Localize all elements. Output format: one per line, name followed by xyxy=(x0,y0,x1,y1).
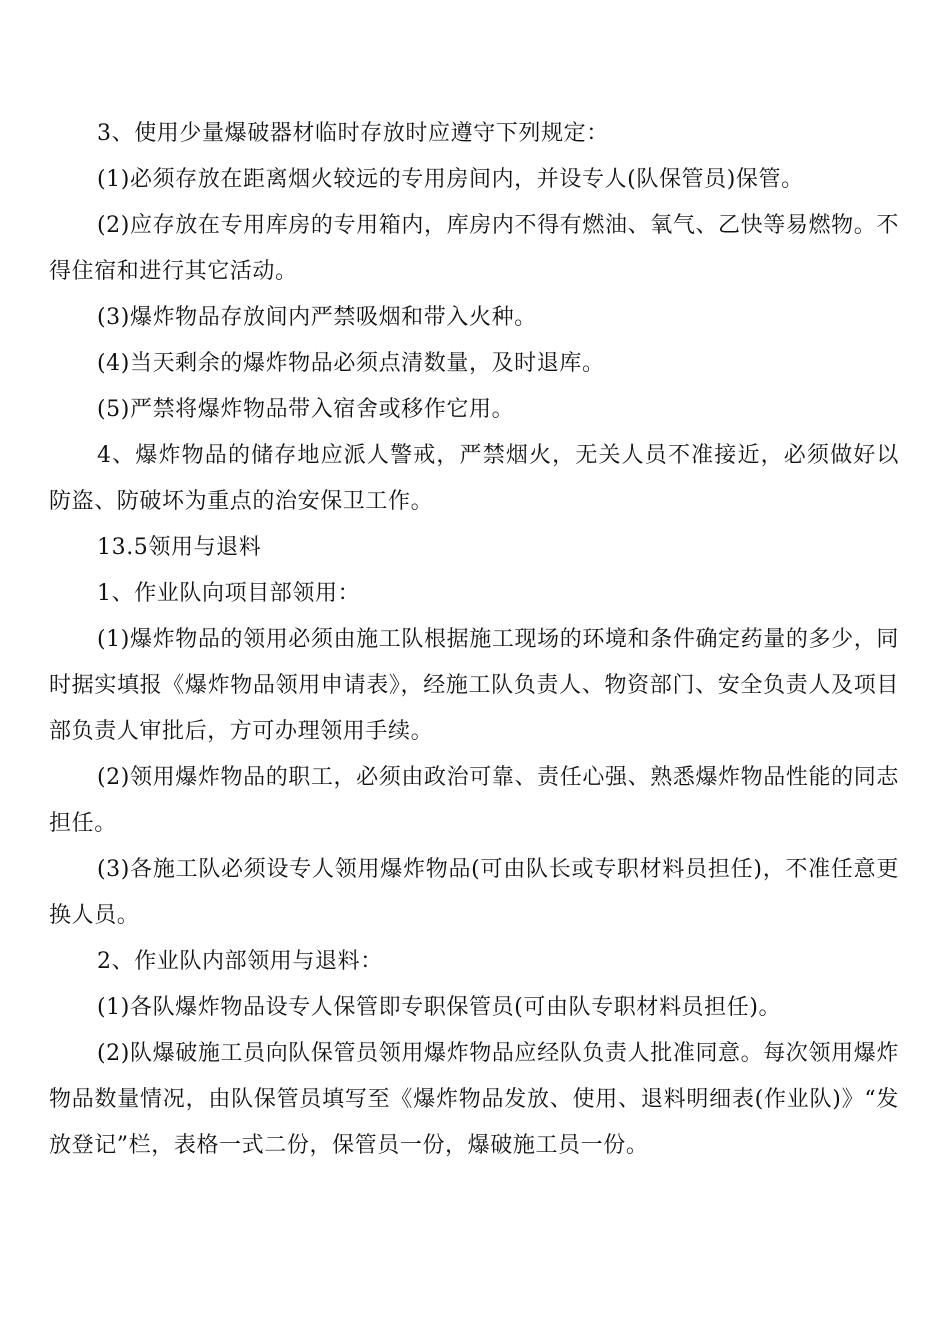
paragraph-internal-requisition-heading: 2、作业队内部领用与退料： xyxy=(97,949,383,974)
paragraph-storage-rule-1: (1)必须存放在距离烟火较远的专用房间内，并设专人(队保管员)保管。 xyxy=(97,167,804,192)
paragraph-team-requisition-3: (3)各施工队必须设专人领用爆炸物品(可由队长或专职材料员担任)，不准任意更换人员。 xyxy=(49,857,899,928)
paragraph-storage-rule-4: (4)当天剩余的爆炸物品必须点清数量，及时退库。 xyxy=(97,351,605,376)
paragraph-storage-rule-3: (3)爆炸物品存放间内严禁吸烟和带入火种。 xyxy=(97,305,537,330)
paragraph-team-requisition-2: (2)领用爆炸物品的职工，必须由政治可靠、责任心强、熟悉爆炸物品性能的同志担任。 xyxy=(49,765,899,836)
paragraph-storage-rule-5: (5)严禁将爆炸物品带入宿舍或移作它用。 xyxy=(97,397,515,422)
section-heading-13-5: 13.5领用与退料 xyxy=(97,535,262,560)
paragraph-internal-requisition-2: (2)队爆破施工员向队保管员领用爆炸物品应经队负责人批准同意。每次领用爆炸物品数量情况，由队保管员填写至《爆炸物品发放、使用、退料明细表(作业队)》“发放登记”栏，表格一式二份，保管员一份，爆破施工员一份。 xyxy=(49,1041,899,1158)
document-body xyxy=(49,111,899,1169)
paragraph-guard-requirement: 4、爆炸物品的储存地应派人警戒，严禁烟火，无关人员不准接近，必须做好以防盗、防破坏为重点的治安保卫工作。 xyxy=(49,443,899,514)
paragraph-team-requisition-1: (1)爆炸物品的领用必须由施工队根据施工现场的环境和条件确定药量的多少，同时据实填报《爆炸物品领用申请表》，经施工队负责人、物资部门、安全负责人及项目部负责人审批后，方可办理领用手续。 xyxy=(49,627,899,744)
paragraph-internal-requisition-1: (1)各队爆炸物品设专人保管即专职保管员(可由队专职材料员担任)。 xyxy=(97,995,782,1020)
paragraph-team-requisition-heading: 1、作业队向项目部领用： xyxy=(97,581,361,606)
paragraph-storage-rule-2: (2)应存放在专用库房的专用箱内，库房内不得有燃油、氧气、乙快等易燃物。不得住宿和进行其它活动。 xyxy=(49,213,899,284)
paragraph-storage-rules-heading: 3、使用少量爆破器材临时存放时应遵守下列规定： xyxy=(97,121,609,146)
